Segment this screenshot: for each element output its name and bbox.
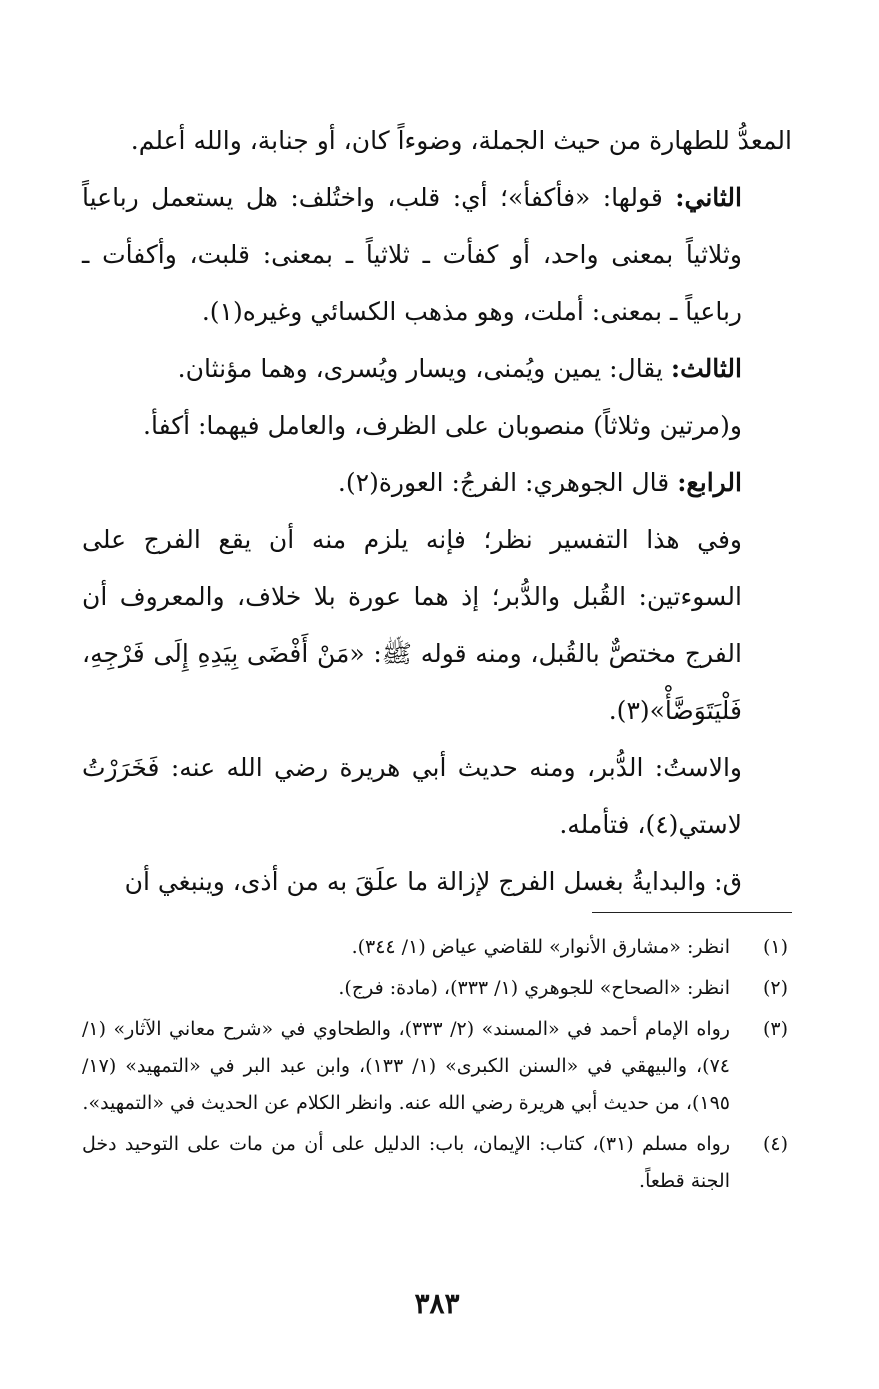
paragraph-fourth xyxy=(82,454,792,511)
text-fourth: قال الجوهري: الفرجُ: العورة(٢). xyxy=(337,468,670,497)
continuation-line: المعدُّ للطهارة من حيث الجملة، وضوءاً كان، أو جنابة، والله أعلم. xyxy=(130,126,792,155)
footnotes xyxy=(82,912,792,1204)
footnote-number: (٣) xyxy=(762,1018,788,1040)
footnote-number: (٤) xyxy=(762,1133,788,1155)
footnote-number: (١) xyxy=(762,936,788,958)
page-number: ٣٨٣ xyxy=(414,1287,460,1320)
footnote-4 xyxy=(82,1126,792,1200)
paragraph-third-note: و(مرتين وثلاثاً) منصوبان على الظرف، والعامل فيهما: أكفأ. xyxy=(143,411,742,440)
footnote-text: رواه مسلم (٣١)، كتاب: الإيمان، باب: الدليل على أن من مات على التوحيد دخل الجنة قطعاً. xyxy=(82,1133,731,1192)
lead-second: الثاني: xyxy=(675,183,742,212)
footnote-1 xyxy=(82,929,792,966)
footnote-divider xyxy=(592,912,792,913)
paragraph-critique: وفي هذا التفسير نظر؛ فإنه يلزم منه أن يقع الفرج على السوءتين: القُبل والدُّبر؛ إذ هما عورة بلا خلاف، والمعروف أن الفرج مختصٌّ بالقُبل، ومنه قوله ﷺ: «مَنْ أَفْضَى بِيَدِهِ إِلَى فَرْجِهِ، فَلْيَتَوَضَّأْ»(٣). xyxy=(82,525,742,725)
lead-third: الثالث: xyxy=(670,354,742,383)
footnote-text: انظر: «مشارق الأنوار» للقاضي عياض (١/ ٣٤٤). xyxy=(351,936,730,958)
paragraph-second xyxy=(82,169,792,340)
paragraph-ast: والاستُ: الدُّبر، ومنه حديث أبي هريرة رضي الله عنه: فَخَرَرْتُ لاستي(٤)، فتأمله. xyxy=(82,753,742,839)
text-third: يقال: يمين ويُمنى، ويسار ويُسرى، وهما مؤنثان. xyxy=(177,354,663,383)
paragraph-qaf: ق: والبدايةُ بغسل الفرج لإزالة ما علَقَ به من أذى، وينبغي أن xyxy=(124,867,742,896)
footnote-text: انظر: «الصحاح» للجوهري (١/ ٣٣٣)، (مادة: فرج). xyxy=(338,977,730,999)
book-page xyxy=(82,112,792,1342)
footnote-number: (٢) xyxy=(762,977,788,999)
footnote-3 xyxy=(82,1011,792,1122)
paragraph-third xyxy=(82,340,792,397)
main-text xyxy=(82,112,792,910)
footnote-2 xyxy=(82,970,792,1007)
lead-fourth: الرابع: xyxy=(677,468,742,497)
text-second: قولها: «فأكفأ»؛ أي: قلب، واختُلف: هل يستعمل رباعياً وثلاثياً بمعنى واحد، أو كفأت ـ ثلاثياً ـ بمعنى: قلبت، وأكفأت ـ رباعياً ـ بمعنى: أملت، وهو مذهب الكسائي وغيره(١). xyxy=(82,183,742,326)
footnote-text: رواه الإمام أحمد في «المسند» (٢/ ٣٣٣)، والطحاوي في «شرح معاني الآثار» (١/ ٧٤)، والبيهقي في «السنن الكبرى» (١/ ١٣٣)، وابن عبد البر في «التمهيد» (١٧/ ١٩٥)، من حديث أبي هريرة رضي الله عنه. وانظر الكلام عن الحديث في «التمهيد». xyxy=(82,1018,730,1114)
